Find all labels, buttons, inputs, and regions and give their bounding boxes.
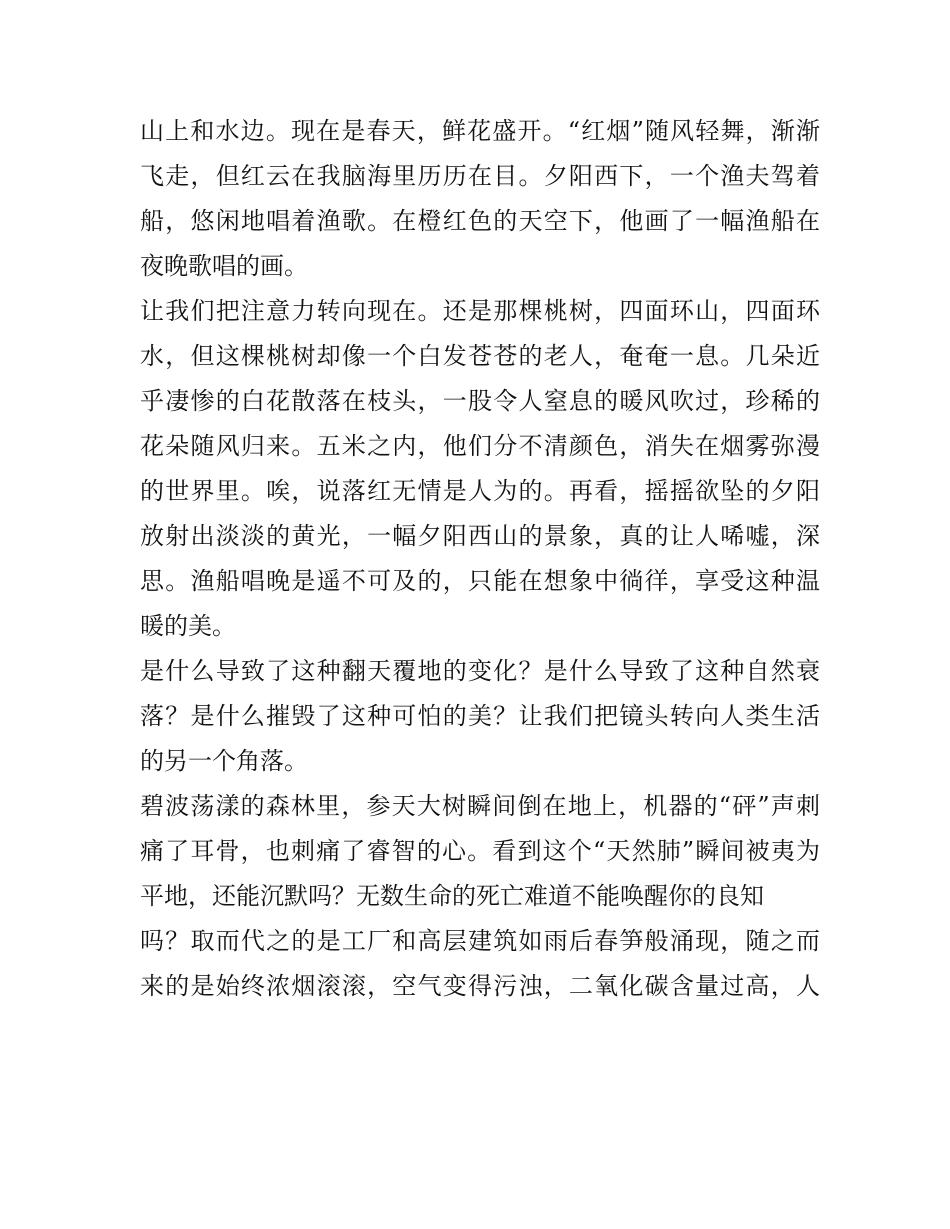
text-line: 来的是始终浓烟滚滚，空气变得污浊，二氧化碳含量过高，人 <box>140 972 820 1000</box>
body-text <box>140 109 820 1009</box>
text-line: 放射出淡淡的黄光，一幅夕阳西山的景象，真的让人唏嘘，深 <box>140 522 820 550</box>
text-line: 吗？取而代之的是工厂和高层建筑如雨后春笋般涌现，随之而 <box>140 927 820 955</box>
text-line: 让我们把注意力转向现在。还是那棵桃树，四面环山，四面环 <box>140 297 820 325</box>
text-line: 的世界里。唉，说落红无情是人为的。再看，摇摇欲坠的夕阳 <box>140 477 820 505</box>
text-line: 落？是什么摧毁了这种可怕的美？让我们把镜头转向人类生活 <box>140 702 820 730</box>
text-line: 平地，还能沉默吗？无数生命的死亡难道不能唤醒你的良知 <box>140 882 764 910</box>
text-line: 飞走，但红云在我脑海里历历在目。夕阳西下，一个渔夫驾着 <box>140 162 820 190</box>
text-line: 是什么导致了这种翻天覆地的变化？是什么导致了这种自然衰 <box>140 657 820 685</box>
text-line: 乎凄惨的白花散落在枝头，一股令人窒息的暖风吹过，珍稀的 <box>140 387 820 415</box>
text-line: 水，但这棵桃树却像一个白发苍苍的老人，奄奄一息。几朵近 <box>140 342 820 370</box>
text-line: 痛了耳骨，也刺痛了睿智的心。看到这个“天然肺”瞬间被夷为 <box>140 837 820 865</box>
text-line: 暖的美。 <box>140 612 236 640</box>
text-line: 船，悠闲地唱着渔歌。在橙红色的天空下，他画了一幅渔船在 <box>140 207 820 235</box>
text-line: 思。渔船唱晚是遥不可及的，只能在想象中徜徉，享受这种温 <box>140 567 820 595</box>
text-line: 碧波荡漾的森林里，参天大树瞬间倒在地上，机器的“砰”声刺 <box>140 792 820 820</box>
text-line: 山上和水边。现在是春天，鲜花盛开。“红烟”随风轻舞，渐渐 <box>140 117 820 145</box>
text-line: 夜晚歌唱的画。 <box>140 252 308 280</box>
text-line: 花朵随风归来。五米之内，他们分不清颜色，消失在烟雾弥漫 <box>140 432 820 460</box>
text-line: 的另一个角落。 <box>140 747 308 775</box>
